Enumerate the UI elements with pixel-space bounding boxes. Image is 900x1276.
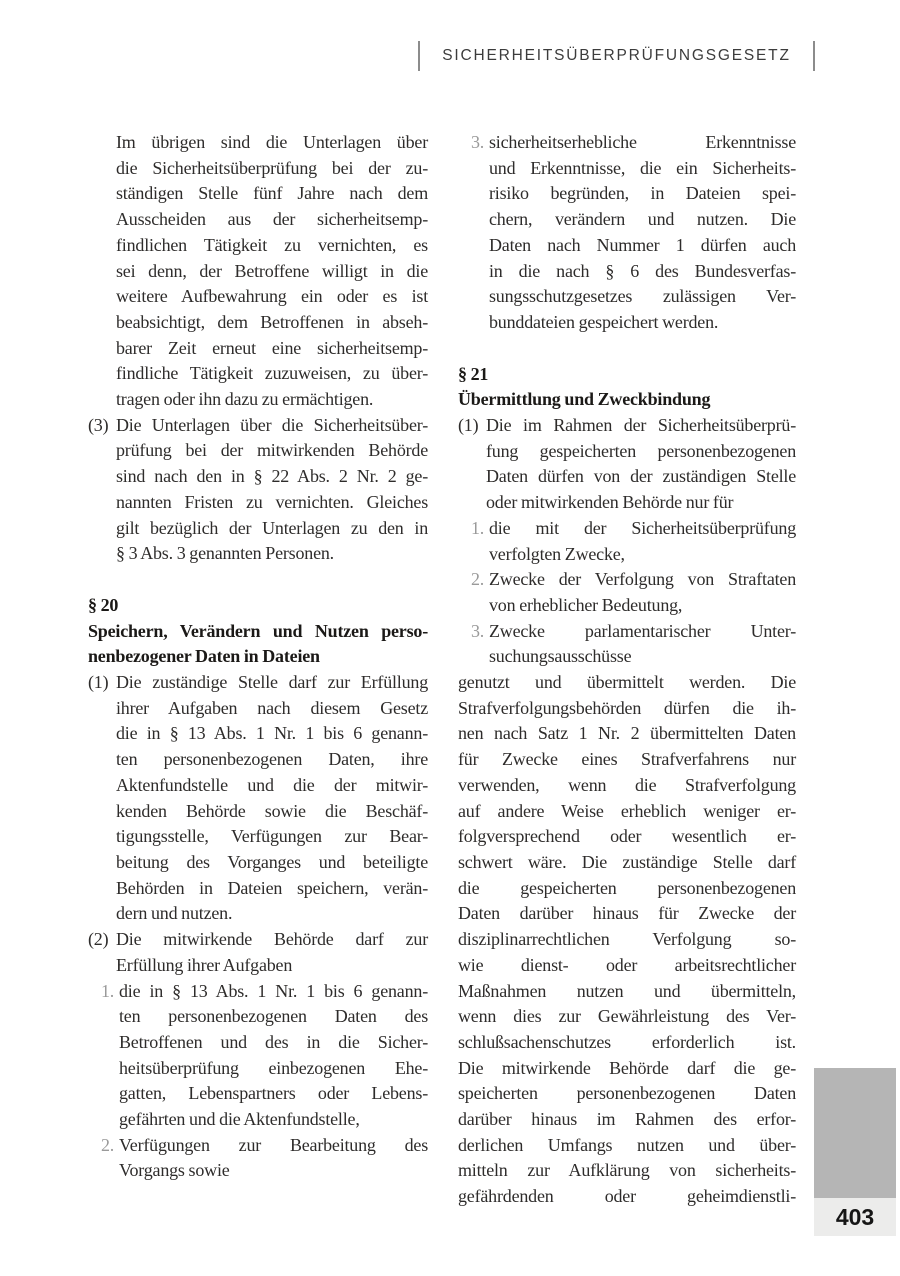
list-item — [88, 1133, 428, 1184]
text-line: suchungsausschüsse — [489, 646, 632, 667]
text-line: barer Zeit erneut eine sicherheitsemp- — [116, 337, 428, 358]
text-line: derlichen Umfangs nutzen und über- — [458, 1134, 796, 1155]
text-line: Strafverfolgungsbehörden dürfen die ih- — [458, 697, 796, 718]
text-line: gefährten und die Aktenfundstelle, — [119, 1109, 360, 1130]
text-line: und Erkenntnisse, die ein Sicherheits- — [489, 157, 796, 178]
page-number: 403 — [835, 1203, 875, 1230]
text-line: wie dienst- oder arbeitsrechtlicher — [458, 954, 796, 975]
text-line: findliche Tätigkeit zuzuweisen, zu über- — [116, 363, 428, 384]
list-item — [88, 979, 428, 1133]
text-line: verwenden, wenn die Strafverfolgung — [458, 774, 796, 795]
text-line: Maßnahmen nutzen und übermitteln, — [458, 980, 796, 1001]
text-line: nannten Fristen zu vernichten. Gleiches — [116, 491, 428, 512]
text-line: von erheblicher Bedeutung, — [489, 594, 683, 615]
running-head-title: SICHERHEITSÜBERPRÜFUNGSGESETZ — [442, 47, 791, 64]
item-number: 1. — [101, 980, 115, 1001]
paragraph-number: (1) — [88, 672, 109, 693]
list-item — [458, 130, 796, 336]
text-line: die Sicherheitsüberprüfung bei der zu- — [116, 157, 428, 178]
list-item — [458, 516, 796, 567]
text-column-left — [88, 130, 428, 1184]
text-line: ihrer Aufgaben nach diesem Gesetz — [116, 697, 428, 718]
text-line: sind nach den in § 22 Abs. 2 Nr. 2 ge- — [116, 466, 428, 487]
text-line: findlichen Tätigkeit zu vernichten, es — [116, 234, 428, 255]
text-line: mitteln zur Aufklärung von sicherheits- — [458, 1160, 796, 1181]
item-number: 1. — [471, 517, 485, 538]
text-line: Vorgangs sowie — [119, 1160, 230, 1181]
text-line: beitung des Vorganges und beteiligte — [116, 851, 428, 872]
text-line: Daten darüber hinaus für Zwecke der — [458, 903, 796, 924]
text-line: darüber hinaus im Rahmen des erfor- — [458, 1109, 796, 1130]
text-line: Erfüllung ihrer Aufgaben — [116, 954, 293, 975]
text-line: auf andere Weise erheblich weniger er- — [458, 800, 796, 821]
text-line: kenden Behörde sowie die Beschäf- — [116, 800, 428, 821]
section-heading — [88, 619, 428, 670]
list-item — [458, 619, 796, 670]
text-line: § 21 — [458, 363, 489, 384]
paragraph-number: (1) — [458, 415, 479, 436]
item-number: 2. — [101, 1134, 115, 1155]
paragraph — [88, 927, 428, 978]
text-line: oder mitwirkenden Behörde nur für — [486, 492, 734, 513]
text-line: Daten nach Nummer 1 dürfen auch — [489, 234, 796, 255]
text-line: sei denn, der Betroffene willigt in die — [116, 260, 428, 281]
text-line: weitere Aufbewahrung ein oder es ist — [116, 286, 428, 307]
text-line: ten personenbezogenen Daten des — [119, 1006, 428, 1027]
text-line: Verfügungen zur Bearbeitung des — [119, 1134, 428, 1155]
text-line: speicherten personenbezogenen Daten — [458, 1083, 796, 1104]
text-line: Aktenfundstelle und die der mitwir- — [116, 774, 428, 795]
text-line: folgversprechend oder wesentlich er- — [458, 826, 796, 847]
text-line: sicherheitserhebliche Erkenntnisse — [489, 132, 796, 152]
text-line: Die mitwirkende Behörde darf zur — [116, 929, 428, 950]
text-line: wenn dies zur Gewährleistung des Ver- — [458, 1006, 796, 1027]
text-column-right — [458, 130, 796, 1210]
text-line: nen nach Satz 1 Nr. 2 übermittelten Daten — [458, 723, 796, 744]
text-line: dern und nutzen. — [116, 903, 233, 924]
text-line: Die im Rahmen der Sicherheitsüberprü- — [486, 415, 796, 436]
text-line: die gespeicherten personenbezogenen — [458, 877, 796, 898]
text-line: Speichern, Verändern und Nutzen perso- — [88, 620, 428, 641]
paragraph — [88, 130, 428, 413]
section-heading — [458, 362, 796, 388]
text-line: verfolgten Zwecke, — [489, 543, 625, 564]
item-number: 3. — [471, 132, 485, 152]
section-heading — [88, 593, 428, 619]
text-line: Behörden in Dateien speichern, verän- — [116, 877, 428, 898]
text-line: chern, verändern und nutzen. Die — [489, 209, 796, 230]
text-line: § 20 — [88, 594, 119, 615]
paragraph-continuation — [458, 670, 796, 1210]
text-line: Die mitwirkende Behörde darf die ge- — [458, 1057, 796, 1078]
text-line: schwert wäre. Die zuständige Stelle darf — [458, 851, 796, 872]
list-item — [458, 567, 796, 618]
text-line: die in § 13 Abs. 1 Nr. 1 bis 6 genann- — [116, 723, 428, 744]
text-line: sungsschutzgesetzes zulässigen Ver- — [489, 286, 796, 307]
text-line: risiko begründen, in Dateien spei- — [489, 183, 796, 204]
text-line: Die Unterlagen über die Sicherheitsüber- — [116, 414, 428, 435]
text-line: genutzt und übermittelt werden. Die — [458, 672, 796, 693]
text-line: Betroffenen und des in die Sicher- — [119, 1031, 428, 1052]
text-line: beabsichtigt, dem Betroffenen in abseh- — [116, 311, 428, 332]
text-line: tigungsstelle, Verfügungen zur Bear- — [116, 826, 428, 847]
text-line: ständigen Stelle fünf Jahre nach dem — [116, 183, 428, 204]
text-line: bunddateien gespeichert werden. — [489, 311, 719, 332]
text-line: heitsüberprüfung einbezogenen Ehe- — [119, 1057, 428, 1078]
text-line: die mit der Sicherheitsüberprüfung — [489, 517, 796, 538]
paragraph — [458, 413, 796, 516]
text-line: gefährdenden oder geheimdienstli- — [458, 1186, 796, 1207]
thumb-index-tab — [814, 1068, 896, 1198]
text-line: prüfung bei der mitwirkenden Behörde — [116, 440, 428, 461]
section-heading — [458, 387, 796, 413]
text-line: Die zuständige Stelle darf zur Erfüllung — [116, 672, 428, 693]
text-line: Ausscheiden aus der sicherheitsemp- — [116, 209, 428, 230]
text-line: Zwecke parlamentarischer Unter- — [489, 620, 796, 641]
text-line: gatten, Lebenspartners oder Lebens- — [119, 1083, 428, 1104]
text-line: in die nach § 6 des Bundesverfas- — [489, 260, 796, 281]
text-line: nenbezogener Daten in Dateien — [88, 646, 320, 667]
paragraph — [88, 670, 428, 927]
item-number: 2. — [471, 569, 485, 590]
header-rule-right — [813, 41, 815, 71]
text-line: die in § 13 Abs. 1 Nr. 1 bis 6 genann- — [119, 980, 428, 1001]
text-line: ten personenbezogenen Daten, ihre — [116, 749, 428, 770]
text-line: § 3 Abs. 3 genannten Personen. — [116, 543, 334, 564]
paragraph — [88, 413, 428, 567]
text-line: Übermittlung und Zweckbindung — [458, 389, 711, 410]
item-number: 3. — [471, 620, 485, 641]
paragraph-number: (3) — [88, 414, 109, 435]
text-line: Daten dürfen von der zuständigen Stelle — [486, 466, 796, 487]
text-line: tragen oder ihn dazu zu ermächtigen. — [116, 389, 374, 410]
text-line: disziplinarrechtlichen Verfolgung so- — [458, 929, 796, 950]
page-number-box — [814, 1198, 896, 1236]
text-line: fung gespeicherten personenbezogenen — [486, 440, 796, 461]
text-line: Im übrigen sind die Unterlagen über — [116, 132, 428, 152]
text-line: Zwecke der Verfolgung von Straftaten — [489, 569, 796, 590]
text-line: für Zwecke eines Strafverfahrens nur — [458, 749, 796, 770]
paragraph-number: (2) — [88, 929, 109, 950]
text-line: schlußsachenschutzes erforderlich ist. — [458, 1031, 796, 1052]
text-line: gilt bezüglich der Unterlagen zu den in — [116, 517, 428, 538]
